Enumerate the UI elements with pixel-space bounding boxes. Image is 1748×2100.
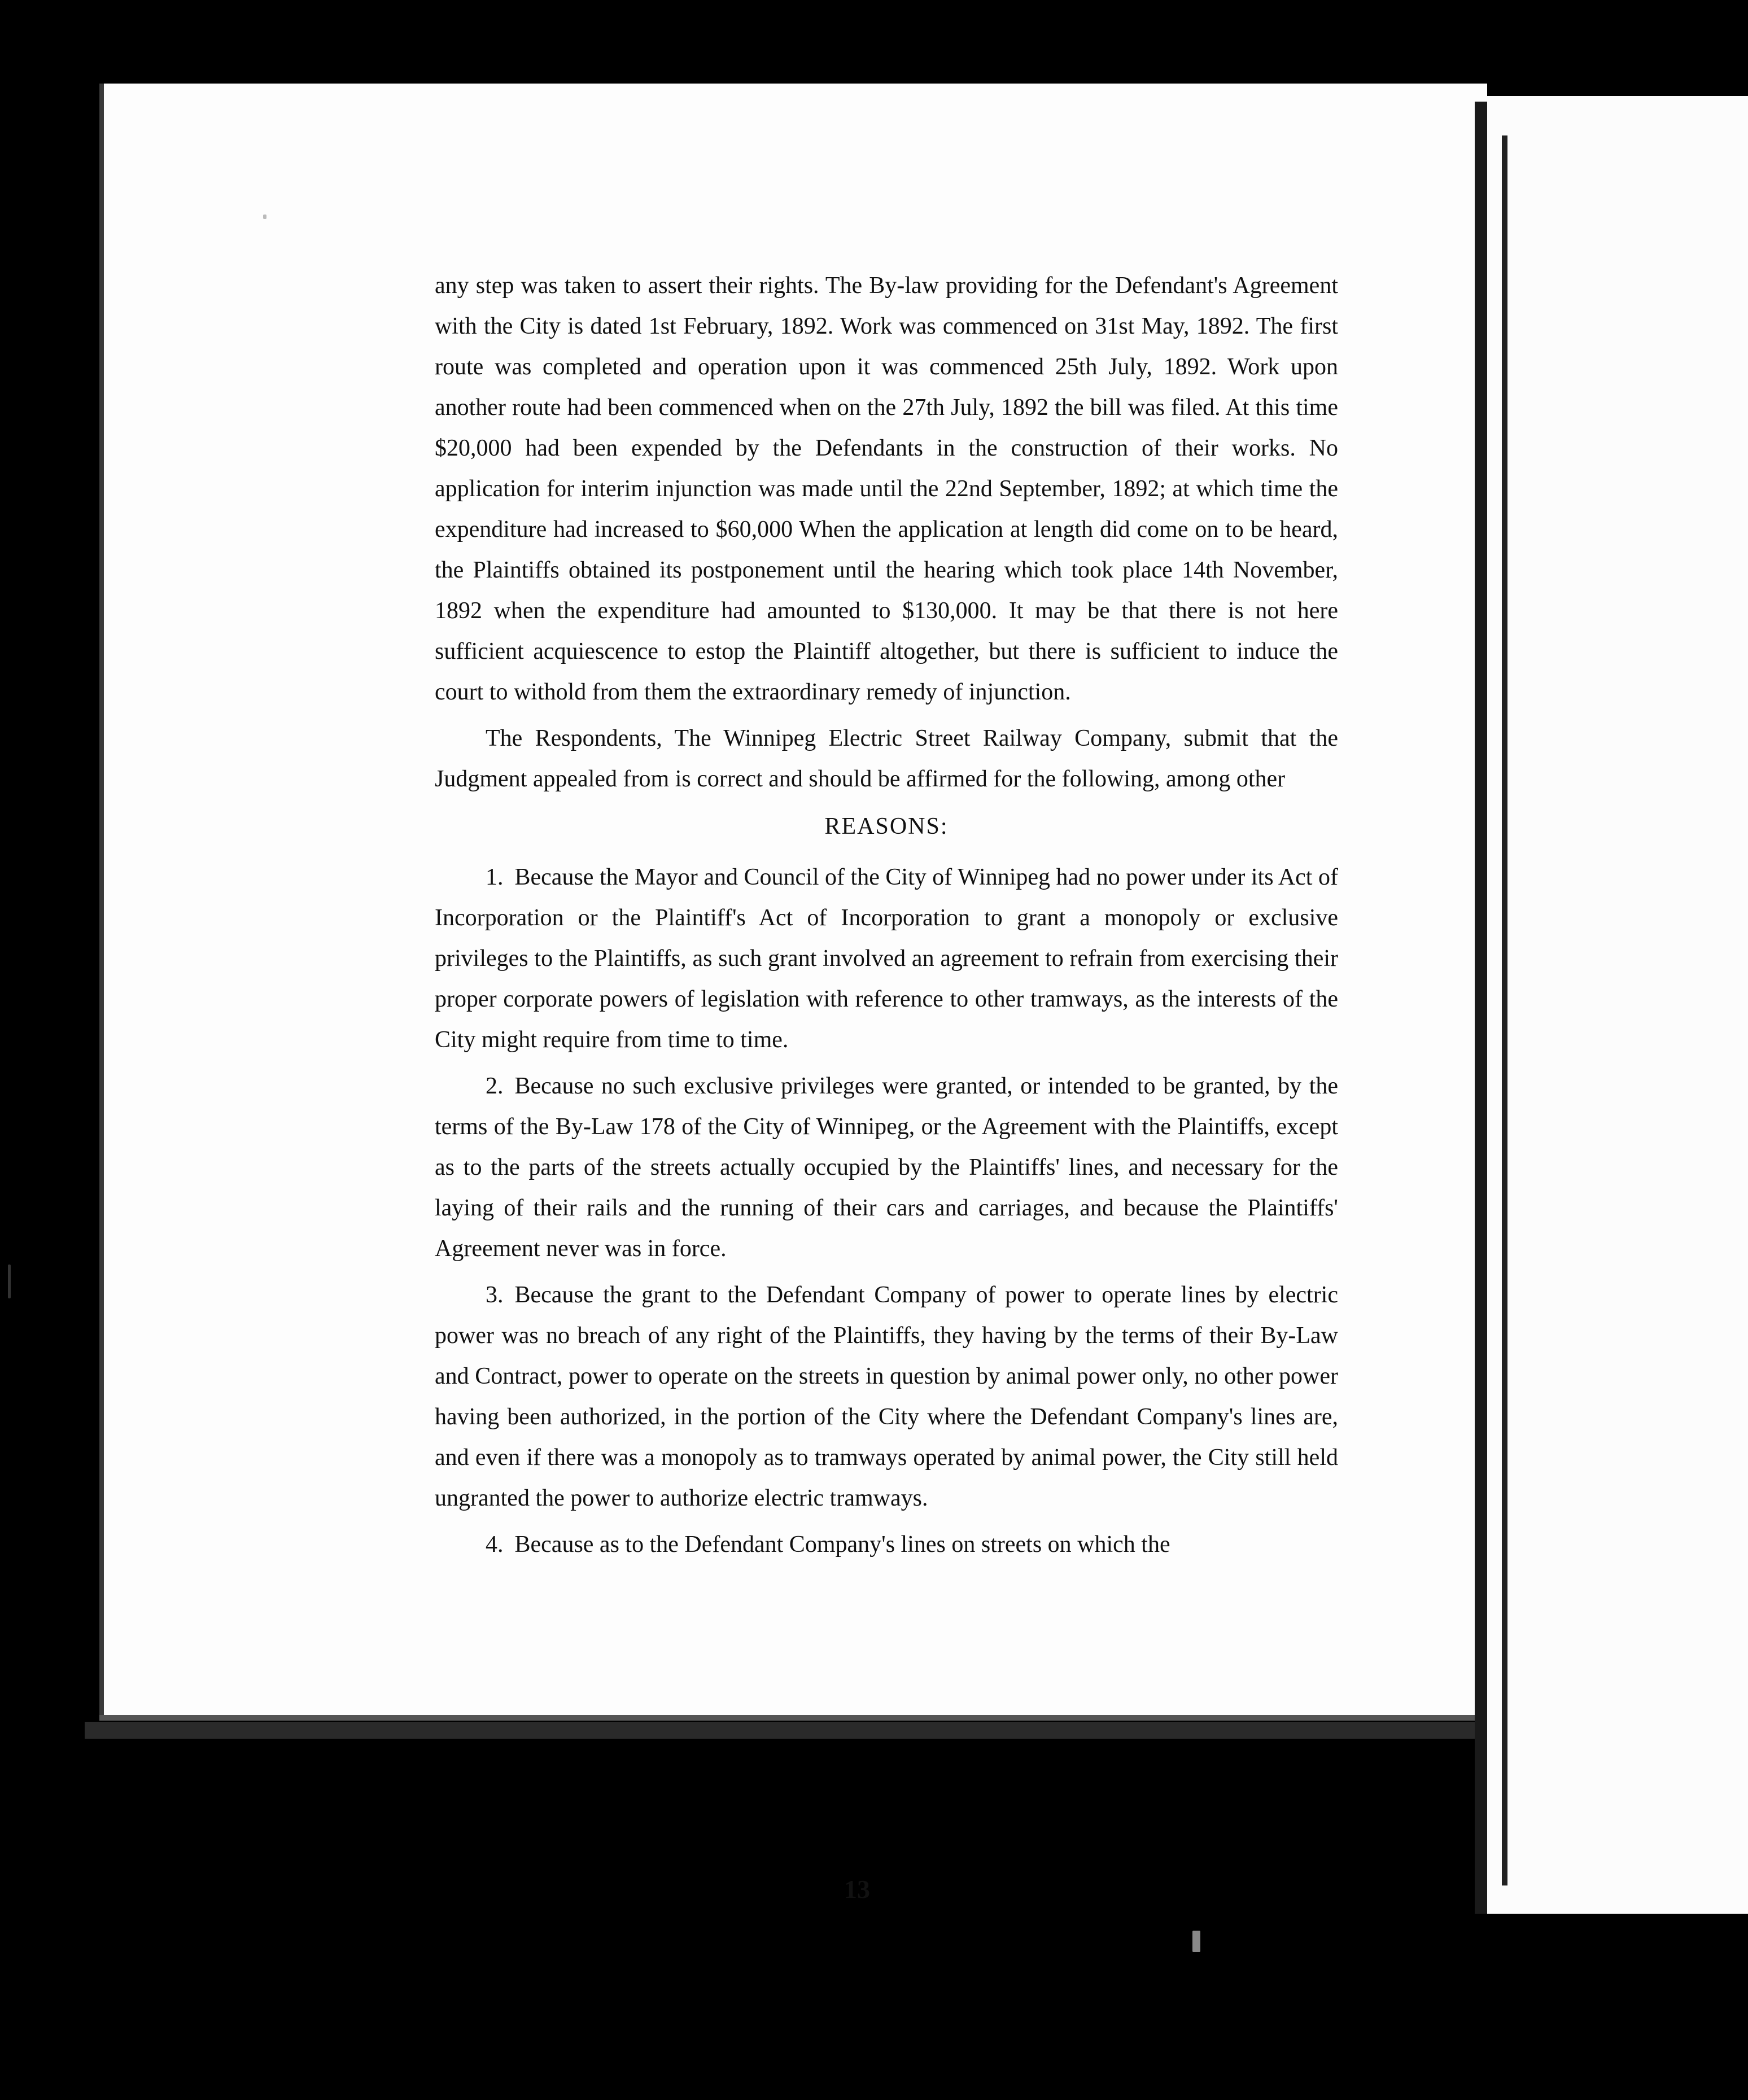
document-body [435, 265, 1338, 1570]
scan-speck [8, 1265, 11, 1298]
reason-text: Because the Mayor and Council of the City of Winnipeg had no power under its Act of Incorporation or the Plaintiff's Act of Incorporation to grant a monopoly or exclusive privileges to the Plaintiffs, as such grant involved an agreement to refrain from exercising their proper corporate powers of legislation with reference to other tramways, as the interests of the City might require from time to time. [435, 864, 1338, 1053]
reason-item [435, 1066, 1338, 1269]
page-number-text: 13 [844, 1875, 870, 1904]
page-edge-shadow [99, 1715, 1483, 1721]
scan-speck [263, 215, 266, 219]
reason-text: Because no such exclusive privileges were granted, or intended to be granted, by the terms of the By-Law 178 of the City of Winnipeg, or the Agreement with the Plaintiffs, except as to the parts of the streets actually occupied by the Plaintiffs' lines, and necessary for the laying of their rails and the running of their cars and carriages, and because the Plaintiffs' Agreement never was in force. [435, 1073, 1338, 1262]
reason-item [435, 1524, 1338, 1565]
intro-paragraph: any step was taken to assert their rights. The By-law providing for the Defendant's Agreement with the City is dated 1st February, 1892. Work was commenced on 31st May, 1892. The first route was completed and operation upon it was commenced 25th July, 1892. Work upon another route had been commenced when on the 27th July, 1892 the bill was filed. At this time $20,000 had been expended by the Defendants in the construction of their works. No application for interim injunction was made until the 22nd September, 1892; at which time the expenditure had increased to $60,000 When the application at length did come on to be heard, the Plaintiffs obtained its postponement until the hearing which took place 14th November, 1892 when the expenditure had amounted to $130,000. It may be that there is not here sufficient acquiescence to estop the Plaintiff altogether, but there is sufficient to induce the court to withold from them the extraordinary remedy of injunction. [435, 273, 1338, 705]
reason-text: Because the grant to the Defendant Company of power to operate lines by electric power was no breach of any right of the Plaintiffs, they having by the terms of their By-Law and Contract, power to operate on the streets in question by animal power only, no other power having been authorized, in the portion of the City where the Defendant Company's lines are, and even if there was a monopoly as to tramways operated by animal power, the City still held ungranted the power to authorize electric tramways. [435, 1282, 1338, 1511]
page-number [0, 1874, 1748, 1904]
reason-number: 4. [486, 1532, 504, 1558]
book-gutter [1475, 102, 1487, 1914]
page-edge-strip [85, 1722, 1491, 1739]
reason-number: 3. [486, 1282, 504, 1308]
facing-page-margin [1487, 96, 1748, 1914]
reason-text: Because as to the Defendant Company's lines on streets on which the [514, 1532, 1170, 1558]
reason-number: 1. [486, 864, 504, 890]
scan-speck [1192, 1931, 1200, 1952]
submission-paragraph: The Respondents, The Winnipeg Electric Street Railway Company, submit that the Judgment appealed from is correct and should be affirmed for the following, among other [435, 725, 1338, 792]
facing-page-edge [1502, 135, 1507, 1885]
reason-item [435, 1275, 1338, 1519]
reason-number: 2. [486, 1073, 504, 1099]
reason-item [435, 857, 1338, 1060]
reasons-heading: REASONS: [824, 813, 949, 839]
